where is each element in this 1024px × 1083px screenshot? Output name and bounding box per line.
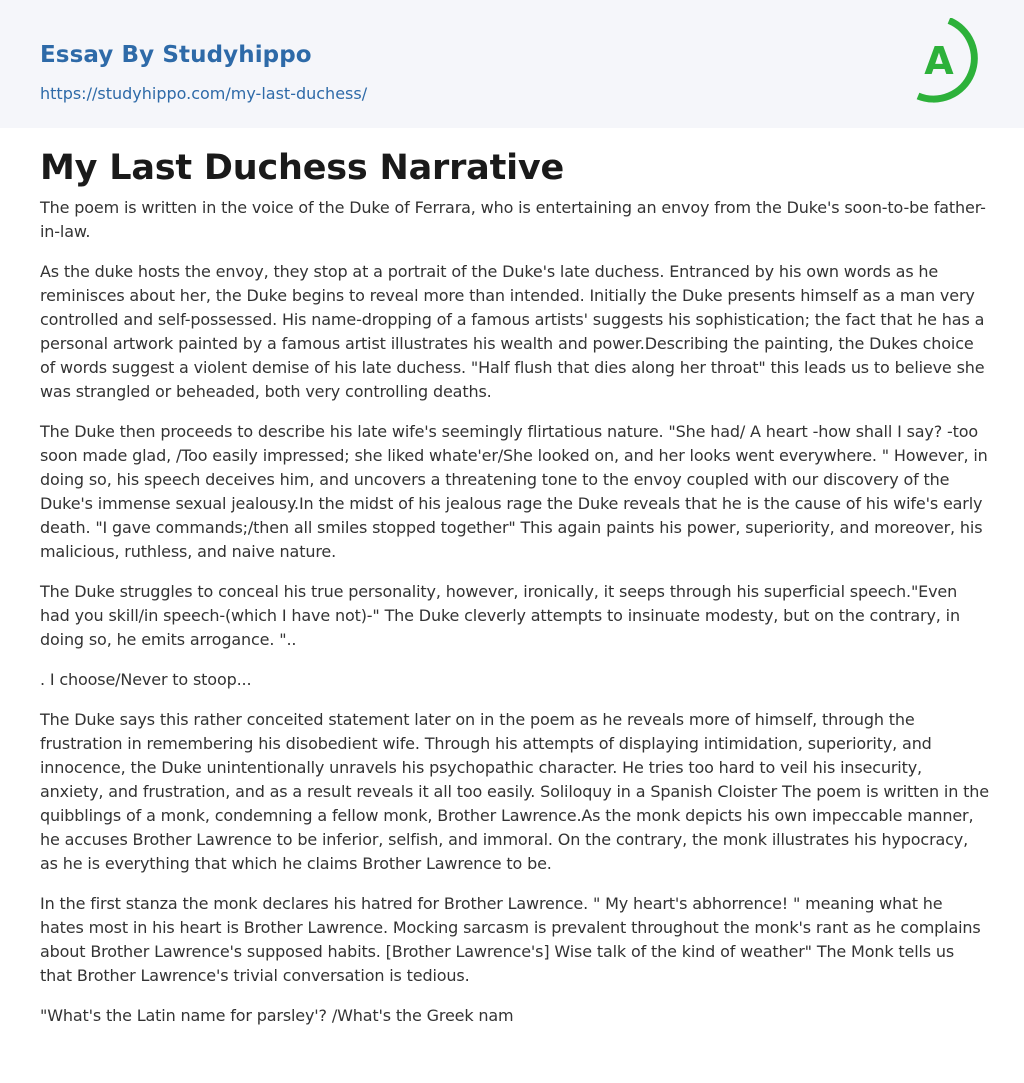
studyhippo-logo-icon[interactable]	[912, 18, 986, 106]
essay-paragraph: In the first stanza the monk declares his hatred for Brother Lawrence. " My heart's abhorrence! " meaning what he hates most in his heart is Brother Lawrence. Mocking sarcasm is prevalent throughout the monk's rant as he complains about Brother Lawrence's supposed habits. [Brother Lawrence's] Wise talk of the kind of weather" The Monk tells us that Brother Lawrence's trivial conversation is tedious.	[40, 894, 981, 985]
essay-paragraph: The Duke then proceeds to describe his late wife's seemingly flirtatious nature. "She had/ A heart -how shall I say? -too soon made glad, /Too easily impressed; she liked whate'er/She looked on, and her looks went everywhere. " However, in doing so, his speech deceives him, and uncovers a threatening tone to the envoy coupled with our discovery of the Duke's immense sexual jealousy.In the midst of his jealous rage the Duke reveals that he is the cause of his wife's early death. "I gave commands;/then all smiles stopped together" This again paints his power, superiority, and moreover, his malicious, ruthless, and naive nature.	[40, 422, 988, 561]
essay-title: My Last Duchess Narrative	[40, 148, 565, 188]
essay-paragraph: As the duke hosts the envoy, they stop at a portrait of the Duke's late duchess. Entranced by his own words as he reminisces about her, the Duke begins to reveal more than intended. Initially the Duke presents himself as a man very controlled and self-possessed. His name-dropping of a famous artists' suggests his sophistication; the fact that he has a personal artwork painted by a famous artist illustrates his wealth and power.Describing the painting, the Dukes choice of words suggest a violent demise of his late duchess. "Half flush that dies along her throat" this leads us to believe she was strangled or beheaded, both very controlling deaths.	[40, 262, 985, 401]
essay-url-link[interactable]: https://studyhippo.com/my-last-duchess/	[40, 84, 368, 103]
essay-paragraph: The Duke says this rather conceited statement later on in the poem as he reveals more of himself, through the frustration in remembering his disobedient wife. Through his attempts of displaying intimidation, superiority, and innocence, the Duke unintentionally unravels his psychopathic character. He tries too hard to veil his insecurity, anxiety, and frustration, and as a result reveals it all too easily. Soliloquy in a Spanish Cloister The poem is written in the quibblings of a monk, condemning a fellow monk, Brother Lawrence.As the monk depicts his own impeccable manner, he accuses Brother Lawrence to be inferior, selfish, and immoral. On the contrary, the monk illustrates his hypocracy, as he is everything that which he claims Brother Lawrence to be.	[40, 710, 989, 873]
site-header	[0, 0, 1024, 128]
essay-paragraph: "What's the Latin name for parsley'? /What's the Greek nam	[40, 1006, 514, 1025]
essay-paragraph: . I choose/Never to stoop...	[40, 670, 252, 689]
brand-title[interactable]: Essay By Studyhippo	[40, 42, 312, 68]
essay-paragraph: The poem is written in the voice of the Duke of Ferrara, who is entertaining an envoy from the Duke's soon-to-be father-in-law.	[40, 198, 986, 241]
logo-letter: A	[924, 39, 954, 83]
essay-paragraph: The Duke struggles to conceal his true personality, however, ironically, it seeps through his superficial speech."Even had you skill/in speech-(which I have not)-" The Duke cleverly attempts to insinuate modesty, but on the contrary, in doing so, he emits arrogance. "..	[40, 582, 960, 649]
essay-content	[40, 146, 990, 1044]
